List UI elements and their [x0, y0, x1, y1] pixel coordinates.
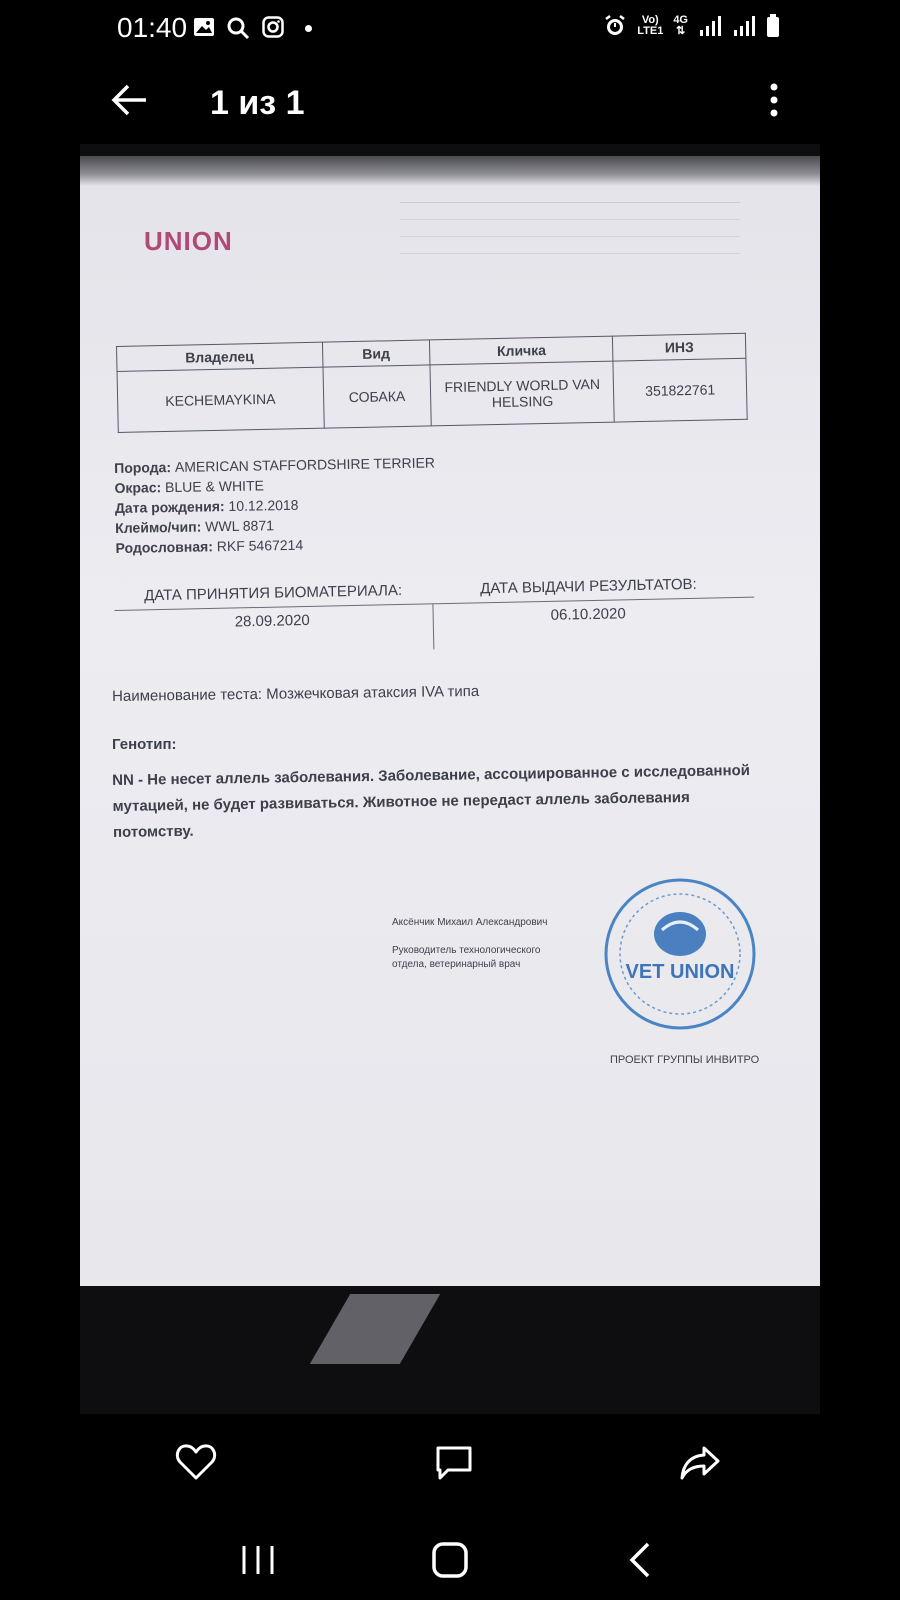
fact-row: Родословная: RKF 5467214: [115, 536, 304, 556]
owner-cell: KECHEMAYKINA: [117, 367, 324, 432]
status-time: 01:40: [117, 12, 188, 43]
system-navigation-bar: [0, 1520, 900, 1600]
received-label: ДАТА ПРИНЯТИЯ БИОМАТЕРИАЛА:: [143, 581, 403, 605]
recents-icon[interactable]: [236, 1538, 280, 1582]
action-bar: [0, 1440, 900, 1500]
battery-icon: [766, 14, 780, 38]
pet-facts: [114, 452, 437, 558]
notification-dot: [305, 25, 312, 32]
table-header: ИНЗ: [613, 333, 746, 361]
tape-piece: [310, 1294, 440, 1364]
paper-shadow: [80, 156, 820, 186]
top-app-bar: [0, 58, 900, 142]
divider: [432, 603, 434, 649]
signer-role: Руководитель технологического отдела, ветеринарный врач: [392, 945, 541, 970]
fact-row: Порода: AMERICAN STAFFORDSHIRE TERRIER: [114, 454, 436, 476]
chevron-left-icon[interactable]: [620, 1538, 664, 1582]
network-label: Vo) LTE1: [637, 14, 664, 37]
id-cell: 351822761: [613, 358, 747, 422]
signer-name: Аксёнчик Михаил Александрович: [392, 917, 548, 928]
document-page: [80, 156, 820, 1286]
status-indicators: [603, 14, 780, 38]
fact-row: Дата рождения: 10.12.2018: [114, 496, 299, 516]
search-icon: [226, 16, 250, 40]
photo-viewer[interactable]: [80, 144, 820, 1414]
received-date: 28.09.2020: [234, 611, 310, 631]
signal-icon: [698, 15, 722, 37]
heart-icon[interactable]: [174, 1440, 218, 1484]
fact-row: Клеймо/чип: WWL 8871: [115, 517, 275, 536]
genotype-verdict: NN - Не несет аллель заболевания. Заболевание, ассоциированное с исследованной мутацией, не будет развиваться. Животное не передаст аллель заболевания потомству.: [112, 761, 751, 841]
more-vertical-icon[interactable]: [764, 80, 784, 120]
faded-header-text: [400, 192, 740, 254]
table-header: Вид: [322, 340, 430, 367]
dates-block: [114, 575, 755, 648]
issued-date: 06.10.2020: [550, 605, 626, 624]
instagram-icon: [262, 16, 284, 38]
genotype-label: Генотип:: [112, 736, 177, 753]
data-arrows-icon: ⇅: [676, 25, 686, 37]
arrow-left-icon[interactable]: [108, 78, 152, 122]
comment-icon[interactable]: [432, 1440, 476, 1484]
signal-2-icon: [732, 15, 756, 37]
fact-row: Окрас: BLUE & WHITE: [114, 477, 265, 496]
signature-block: [392, 916, 572, 972]
data-type-label: 4G ⇅: [673, 14, 688, 37]
footer-note: ПРОЕКТ ГРУППЫ ИНВИТРО: [610, 1054, 760, 1066]
pet-info-table: [116, 333, 748, 433]
company-logo: UNION: [144, 226, 233, 256]
alarm-icon: [603, 14, 627, 38]
test-name: Наименование теста: Мозжечковая атаксия IVA типа: [112, 682, 480, 705]
share-icon[interactable]: [678, 1440, 722, 1484]
species-cell: СОБАКА: [322, 365, 431, 428]
status-bar: [0, 0, 900, 58]
image-counter: 1 из 1: [210, 84, 305, 122]
table-header: Кличка: [430, 336, 613, 365]
issued-label: ДАТА ВЫДАЧИ РЕЗУЛЬТАТОВ:: [479, 575, 697, 598]
stamp-text: VET UNION: [625, 961, 735, 983]
table-header: Владелец: [117, 342, 323, 371]
vet-union-stamp-icon: [600, 876, 760, 1032]
gallery-icon: [193, 16, 215, 38]
name-cell: FRIENDLY WORLD VAN HELSING: [430, 361, 614, 426]
home-icon[interactable]: [428, 1538, 472, 1582]
